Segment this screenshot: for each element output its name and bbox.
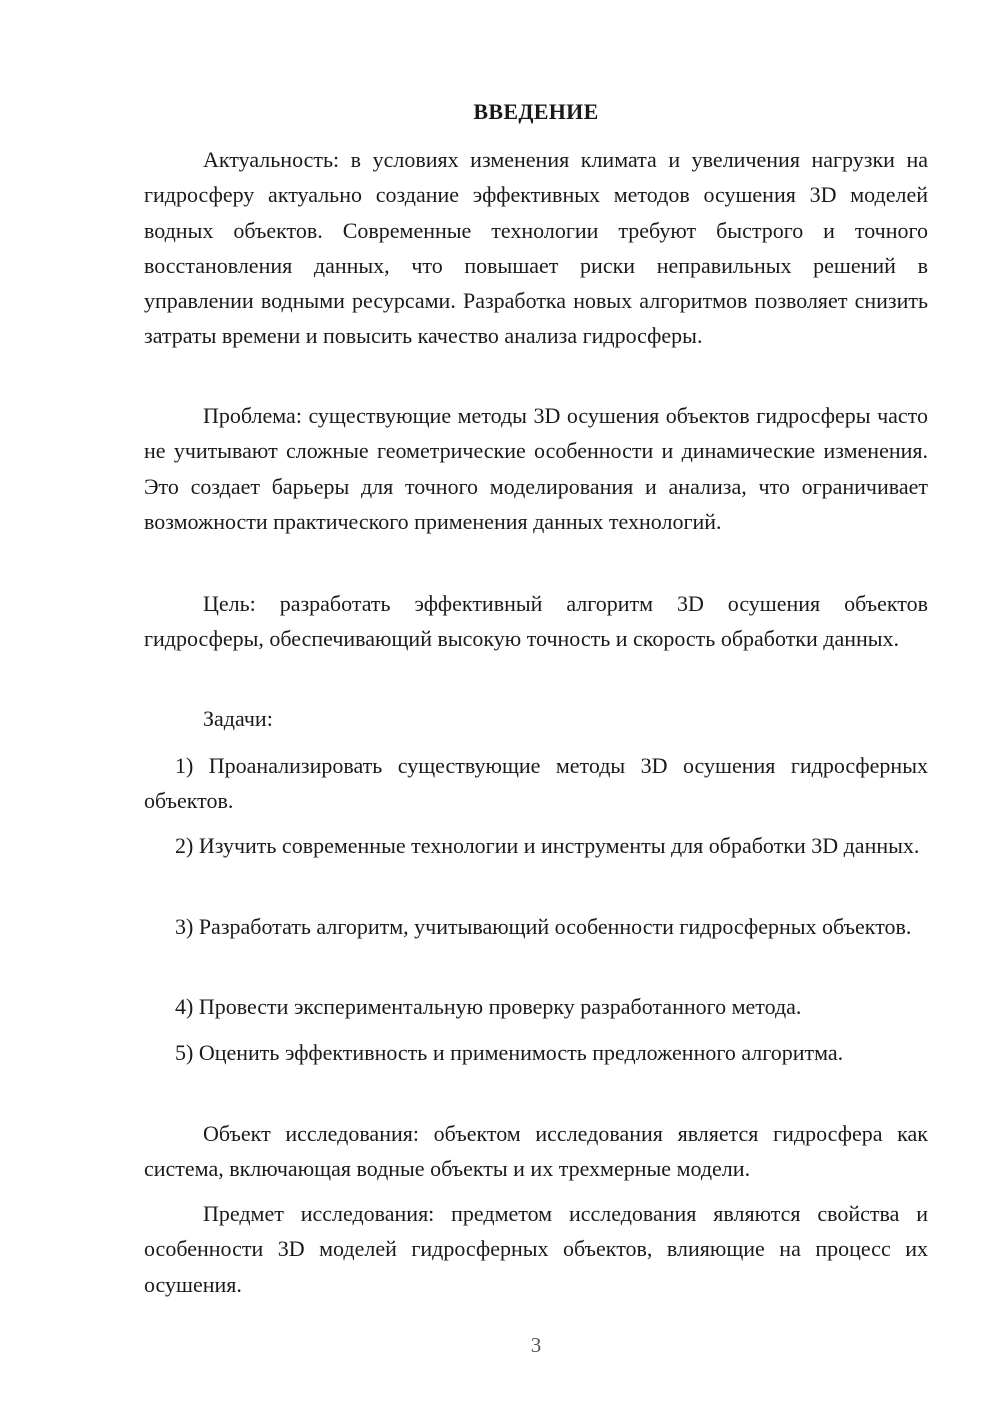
object-paragraph: Объект исследования: объектом исследования является гидросфера как система, включающая водные объекты и их трехмерные модели. <box>144 1121 928 1182</box>
task-item-4: 4) Провести экспериментальную проверку разработанного метода. <box>175 994 802 1019</box>
subject-paragraph: Предмет исследования: предметом исследования являются свойства и особенности 3D моделей гидросферных объектов, влияющие на процесс их осушения. <box>144 1201 928 1297</box>
task-item-1: 1) Проанализировать существующие методы 3D осушения гидросферных объектов. <box>144 753 928 814</box>
relevance-paragraph: Актуальность: в условиях изменения климата и увеличения нагрузки на гидросферу актуально создание эффективных методов осушения 3D моделей водных объектов. Современные технологии требуют быстрого и точного восстановления данных, что повышает риски неправильных решений в управлении водными ресурсами. Разработка новых алгоритмов позволяет снизить затраты времени и повысить качество анализа гидросферы. <box>144 147 928 349</box>
page-title: ВВЕДЕНИЕ <box>473 99 599 124</box>
task-item-5: 5) Оценить эффективность и применимость предложенного алгоритма. <box>175 1040 844 1065</box>
goal-paragraph: Цель: разработать эффективный алгоритм 3D осушения объектов гидросферы, обеспечивающий высокую точность и скорость обработки данных. <box>144 591 928 652</box>
task-item-3: 3) Разработать алгоритм, учитывающий особенности гидросферных объектов. <box>175 914 912 939</box>
page-number: 3 <box>530 1333 542 1357</box>
task-item-2: 2) Изучить современные технологии и инструменты для обработки 3D данных. <box>175 833 920 858</box>
problem-paragraph: Проблема: существующие методы 3D осушения объектов гидросферы часто не учитывают сложные геометрические особенности и динамические изменения. Это создает барьеры для точного моделирования и анализа, что ограничивает возможности практического применения данных технологий. <box>144 403 928 534</box>
tasks-label: Задачи: <box>203 706 273 731</box>
